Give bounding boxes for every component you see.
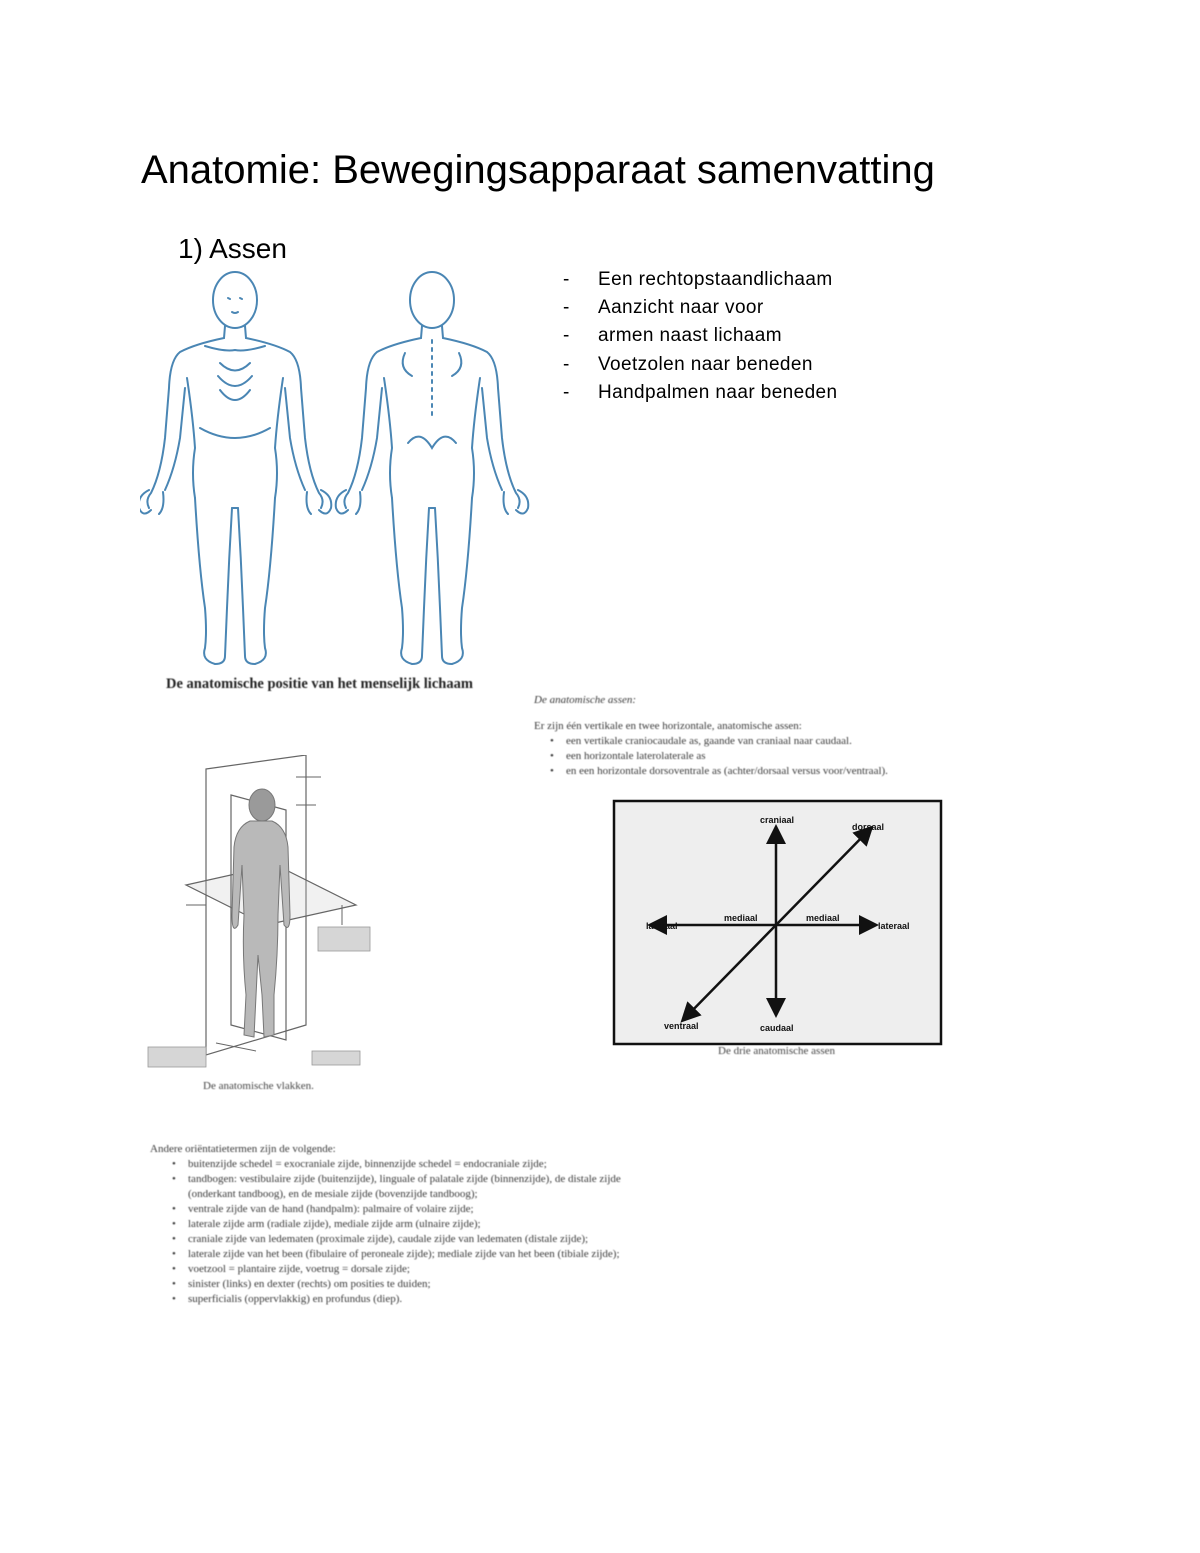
orientation-terms	[150, 1141, 640, 1307]
list-item: • craniale zijde van ledematen (proximale zijde), caudale zijde van ledematen (distale zijde);	[170, 1232, 640, 1247]
back-view-body	[336, 272, 529, 664]
label-box	[318, 927, 370, 951]
section-heading: 1) Assen	[178, 233, 287, 264]
list-item: • ventrale zijde van de hand (handpalm): palmaire of volaire zijde;	[170, 1202, 640, 1217]
list-item: - Een rechtopstaandlichaam	[563, 269, 833, 290]
list-item: - Handpalmen naar beneden	[563, 381, 838, 403]
axes-intro: Er zijn één vertikale en twee horizontale, anatomische assen:	[534, 720, 802, 732]
label-caudaal: caudaal	[760, 1023, 794, 1033]
list-item: - Aanzicht naar voor	[563, 297, 764, 319]
label-mediaal-left: mediaal	[724, 913, 758, 923]
terms-intro: Andere oriëntatietermen zijn de volgende:	[150, 1143, 336, 1155]
list-item: • en een horizontale dorsoventrale as (achter/dorsaal versus voor/ventraal).	[546, 764, 888, 779]
planes-caption: De anatomische vlakken.	[203, 1080, 314, 1092]
axes-caption: De drie anatomische assen	[718, 1045, 835, 1057]
list-item: • sinister (links) en dexter (rechts) om posities te duiden;	[170, 1277, 640, 1292]
list-item: • voetzool = plantaire zijde, voetrug = dorsale zijde;	[170, 1262, 640, 1277]
position-list	[563, 266, 838, 407]
list-item: • laterale zijde van het been (fibulaire of peroneale zijde); mediale zijde van het been (tibiale zijde);	[170, 1247, 640, 1262]
axes-text-block	[534, 694, 888, 779]
front-view-body	[140, 272, 331, 664]
list-item: - Voetzolen naar beneden	[563, 353, 813, 375]
anatomical-planes-figure	[146, 755, 374, 1075]
list-item: • laterale zijde arm (radiale zijde), mediale zijde arm (ulnaire zijde);	[170, 1217, 640, 1232]
label-ventraal: ventraal	[664, 1021, 699, 1031]
label-lateraal-right: lateraal	[878, 921, 910, 931]
anatomical-position-figure	[140, 268, 530, 676]
list-item: • een horizontale laterolaterale as	[546, 749, 888, 764]
anatomical-axes-diagram	[612, 799, 944, 1047]
label-box	[148, 1047, 206, 1067]
label-mediaal-right: mediaal	[806, 913, 840, 923]
axes-list	[534, 734, 888, 779]
label-lateraal-left: lateraal	[646, 921, 678, 931]
list-item: • tandbogen: vestibulaire zijde (buitenzijde), linguale of palatale zijde (binnenzijde), de distale zijde (onderkant tandboog), en de mesiale zijde (bovenzijde tandboog);	[170, 1172, 640, 1202]
page-title: Anatomie: Bewegingsapparaat samenvatting	[141, 148, 935, 192]
list-item: • superficialis (oppervlakkig) en profundus (diep).	[170, 1292, 640, 1307]
terms-list	[150, 1157, 640, 1307]
label-craniaal: craniaal	[760, 815, 795, 825]
axes-heading: De anatomische assen:	[534, 694, 637, 706]
list-item: • buitenzijde schedel = exocraniale zijde, binnenzijde schedel = endocraniale zijde;	[170, 1157, 640, 1172]
figure-caption: De anatomische positie van het menselijk lichaam	[166, 676, 473, 692]
list-item: - armen naast lichaam	[563, 325, 782, 347]
label-box	[312, 1051, 360, 1065]
label-dorsaal: dorsaal	[852, 822, 885, 832]
list-item: • een vertikale craniocaudale as, gaande van craniaal naar caudaal.	[546, 734, 888, 749]
